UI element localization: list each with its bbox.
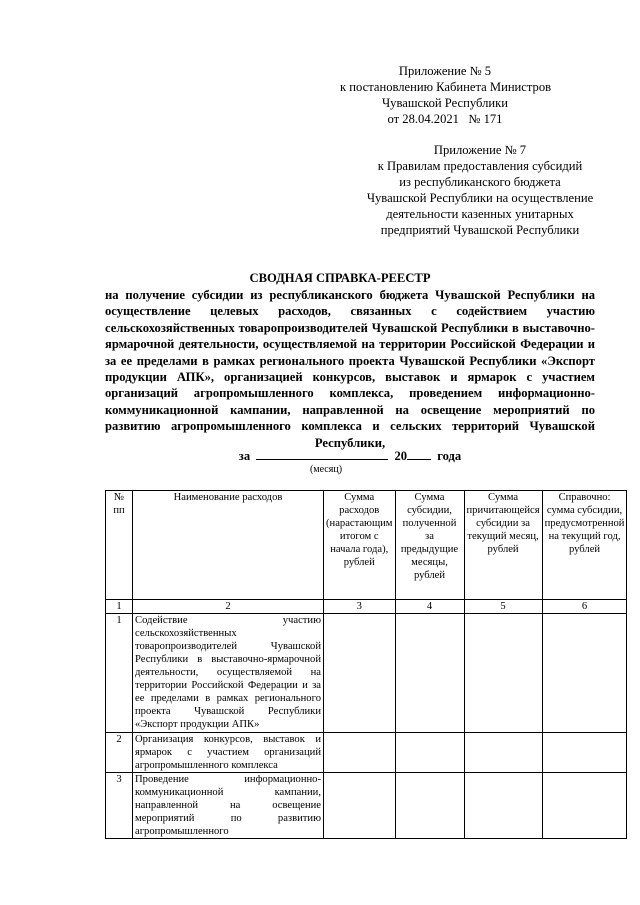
appendix-5-line4: от 28.04.2021 № 171 [387,112,503,126]
header-planned-subsidy: Справочно: сумма субсидии, предусмотренной на текущий год, рублей [542,491,627,600]
due-subsidy-cell[interactable] [464,733,542,773]
appendix-7-header [330,142,630,238]
appendix-7-line3: из республиканского бюджета [399,175,561,189]
expense-sum-cell[interactable] [324,614,396,733]
document-title: СВОДНАЯ СПРАВКА-РЕЕСТР [249,271,431,285]
appendix-7-line5: деятельности казенных унитарных [386,207,574,221]
table-header-row [106,491,627,600]
appendix-7-line2: к Правилам предоставления субсидий [377,159,583,173]
received-subsidy-cell[interactable] [395,614,464,733]
col-number: 3 [324,600,396,614]
header-expense-sum: Сумма расходов (нарастающим итогом с начала года), рублей [324,491,396,600]
document-subtitle: на получение субсидии из республиканского бюджета Чувашской Республики на осуществление целевых расходов, связанных с содействием участию сельскохозяйственных товаропроизводителей Чувашской Республики в выставочно-ярмарочной деятельности, осуществляемой на территории Российской Федерации и за ее пределами в рамках регионального проекта Чувашской Республики «Экспорт продукции АПК», организацией конкурсов, выставок и ярмарок с участием организаций агропромышленного комплекса, проведением информационно-коммуникационной кампании, направленной на освещение мероприятий по развитию агропромышленного комплекса и сельских территорий Чувашской Республики, [105,288,595,450]
row-number: 1 [106,614,133,733]
period-suffix: года [437,449,462,463]
row-expense-name: Проведение информационно-коммуникационной кампании, направленной на освещение мероприятий по развитию агропромышленного [133,773,324,839]
col-number: 5 [464,600,542,614]
table-row [106,733,627,773]
period-line [200,448,500,464]
col-number: 6 [542,600,627,614]
appendix-5-line1: Приложение № 5 [398,64,492,78]
received-subsidy-cell[interactable] [395,773,464,839]
row-expense-name: Организация конкурсов, выставок и ярмарок с участием организаций агропромышленного комплекса [133,733,324,773]
col-number: 1 [106,600,133,614]
header-due-subsidy: Сумма причитающейся субсидии за текущий месяц, рублей [464,491,542,600]
appendix-7-line4: Чувашской Республики на осуществление [366,191,594,205]
planned-subsidy-cell[interactable] [542,773,627,839]
col-number: 4 [395,600,464,614]
registry-table [105,490,627,839]
appendix-7-line6: предприятий Чувашской Республики [380,223,580,237]
appendix-5-header [340,63,550,127]
header-num: № пп [106,491,133,600]
due-subsidy-cell[interactable] [464,614,542,733]
row-expense-name: Содействие участию сельскохозяйственных товаропроизводителей Чувашской Республики в выставочно-ярмарочной деятельности, осуществляемой на территории Российской Федерации и за ее пределами в рамках регионального проекта Чувашской Республики «Экспорт продукции АПК» [133,614,324,733]
table-row [106,614,627,733]
column-number-row [106,600,627,614]
due-subsidy-cell[interactable] [464,773,542,839]
expense-sum-cell[interactable] [324,773,396,839]
header-expense-name: Наименование расходов [133,491,324,600]
received-subsidy-cell[interactable] [395,733,464,773]
row-number: 3 [106,773,133,839]
header-received-subsidy: Сумма субсидии, полученной за предыдущие месяцы, рублей [395,491,464,600]
month-hint: (месяц) [309,464,343,475]
planned-subsidy-cell[interactable] [542,614,627,733]
period-year-prefix: 20 [394,449,408,463]
table-row [106,773,627,839]
planned-subsidy-cell[interactable] [542,733,627,773]
year-blank-field[interactable] [407,448,431,460]
expense-sum-cell[interactable] [324,733,396,773]
appendix-5-line2: к постановлению Кабинета Министров [340,80,552,94]
col-number: 2 [133,600,324,614]
appendix-7-line1: Приложение № 7 [433,143,527,157]
period-prefix: за [238,449,251,463]
month-blank-field[interactable] [256,448,388,460]
row-number: 2 [106,733,133,773]
appendix-5-line3: Чувашской Республики [382,96,508,110]
